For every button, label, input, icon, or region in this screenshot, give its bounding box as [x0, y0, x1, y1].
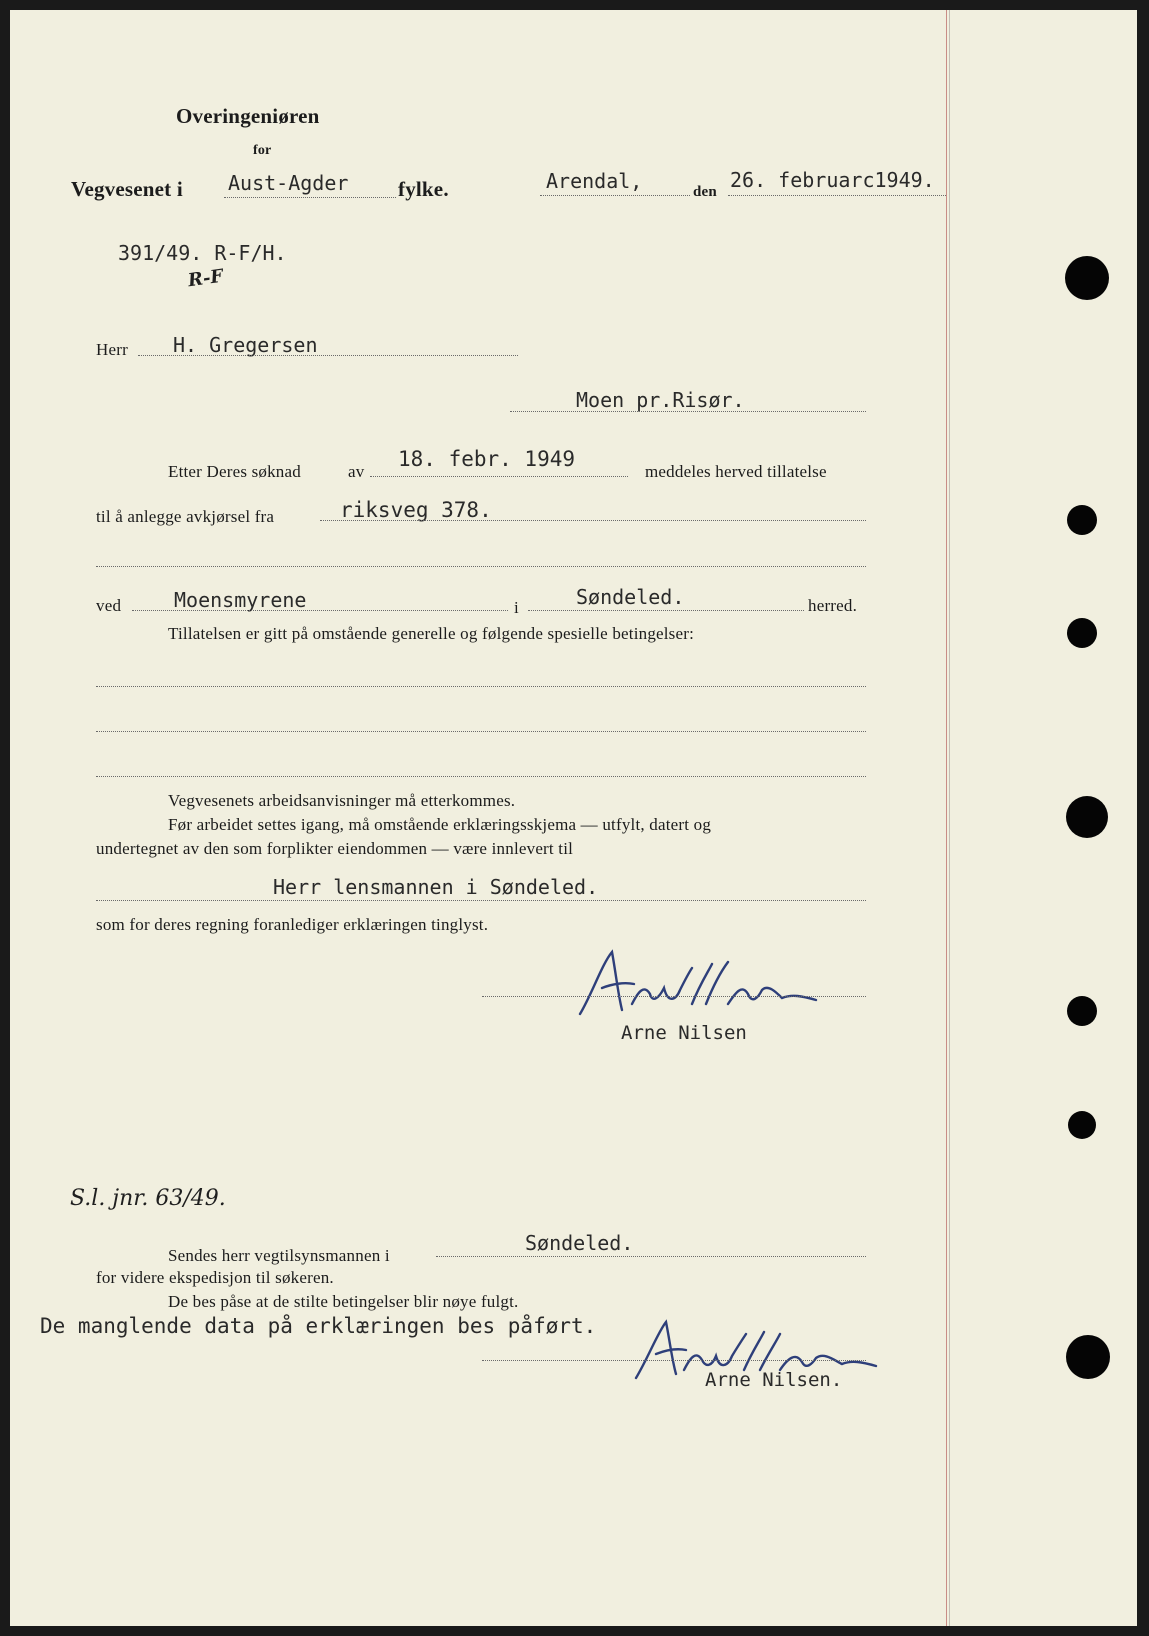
- margin-line: [946, 10, 947, 1626]
- i-label: i: [514, 598, 519, 617]
- reference-number: 391/49. R-F/H.: [118, 241, 287, 265]
- submit-to: Herr lensmannen i Søndeled.: [273, 875, 599, 899]
- anlegge-label: til å anlegge avkjørsel fra: [96, 507, 275, 526]
- punch-hole: [1067, 505, 1097, 535]
- herr-label: Herr: [96, 340, 128, 359]
- sendes-dotline: [436, 1256, 866, 1257]
- reference-initials: R-F: [186, 265, 225, 292]
- footer-signature-dotline: [482, 1360, 866, 1361]
- county-name: Aust-Agder: [228, 171, 349, 195]
- ved-label: ved: [96, 596, 122, 615]
- road-dotline: [320, 520, 866, 521]
- date-dotline: [728, 195, 946, 196]
- application-date: 18. febr. 1949: [398, 447, 576, 471]
- address-dotline: [510, 411, 866, 412]
- location-name: Moensmyrene: [174, 588, 307, 612]
- etter-label: Etter Deres søknad: [168, 462, 301, 481]
- recipient-name: H. Gregersen: [173, 333, 318, 357]
- letter-date: 26. februarc1949.: [730, 168, 935, 192]
- submit-dotline: [96, 900, 866, 901]
- signature-handwritten: [600, 966, 606, 967]
- recipient-address: Moen pr.Risør.: [576, 388, 745, 412]
- signature-dotline: [482, 996, 866, 997]
- videre-label: for videre ekspedisjon til søkeren.: [96, 1268, 334, 1287]
- punch-hole: [1066, 1335, 1110, 1379]
- conditions-dotline: [96, 776, 866, 777]
- location-dotline: [132, 610, 508, 611]
- av-label: av: [348, 462, 365, 481]
- footer-signature-typed: Arne Nilsen.: [705, 1369, 843, 1391]
- punch-hole: [1067, 996, 1097, 1026]
- recipient-dotline: [138, 355, 518, 356]
- blank-dotline: [96, 566, 866, 567]
- instructions-line: som for deres regning foranlediger erklæringen tinglyst.: [96, 915, 489, 934]
- application-dotline: [370, 476, 628, 477]
- punch-hole: [1065, 256, 1109, 300]
- road-name: riksveg 378.: [340, 498, 492, 522]
- conditions-intro: Tillatelsen er gitt på omstående generelle og følgende spesielle betingelser:: [168, 624, 695, 643]
- bes-label: De bes påse at de stilte betingelser blir nøye fulgt.: [168, 1292, 519, 1311]
- conditions-dotline: [96, 686, 866, 687]
- office-title: Overingeniøren: [176, 104, 320, 128]
- county-dotline: [224, 197, 396, 198]
- margin-line-secondary: [949, 10, 950, 1626]
- herred-dotline: [528, 610, 804, 611]
- signature-scribble: [572, 944, 862, 1024]
- meddeles-label: meddeles herved tillatelse: [645, 462, 827, 481]
- place-dotline: [540, 195, 690, 196]
- for-label: for: [253, 143, 272, 158]
- signature-typed: Arne Nilsen: [621, 1022, 747, 1044]
- herred-label: herred.: [808, 596, 858, 615]
- den-label: den: [693, 184, 717, 200]
- vegvesenet-label: Vegvesenet i: [71, 177, 183, 201]
- typed-note: De manglende data på erklæringen bes påført.: [40, 1314, 597, 1338]
- instructions-line: Vegvesenets arbeidsanvisninger må etterkommes.: [168, 791, 516, 810]
- fylke-label: fylke.: [398, 177, 449, 201]
- punch-hole: [1068, 1111, 1096, 1139]
- conditions-dotline: [96, 731, 866, 732]
- footer-signature-handwritten: [640, 1340, 646, 1341]
- sendes-place: Søndeled.: [525, 1231, 634, 1255]
- instructions-line: undertegnet av den som forplikter eiendommen — være innlevert til: [96, 839, 574, 858]
- punch-hole: [1066, 796, 1108, 838]
- place-name: Arendal,: [546, 169, 643, 193]
- instructions-line: Før arbeidet settes igang, må omstående erklæringsskjema — utfylt, datert og: [168, 815, 712, 834]
- punch-hole: [1067, 618, 1097, 648]
- sendes-label: Sendes herr vegtilsynsmannen i: [168, 1246, 390, 1265]
- herred-name: Søndeled.: [576, 585, 685, 609]
- journal-note: S.l. jnr. 63/49.: [70, 1186, 226, 1211]
